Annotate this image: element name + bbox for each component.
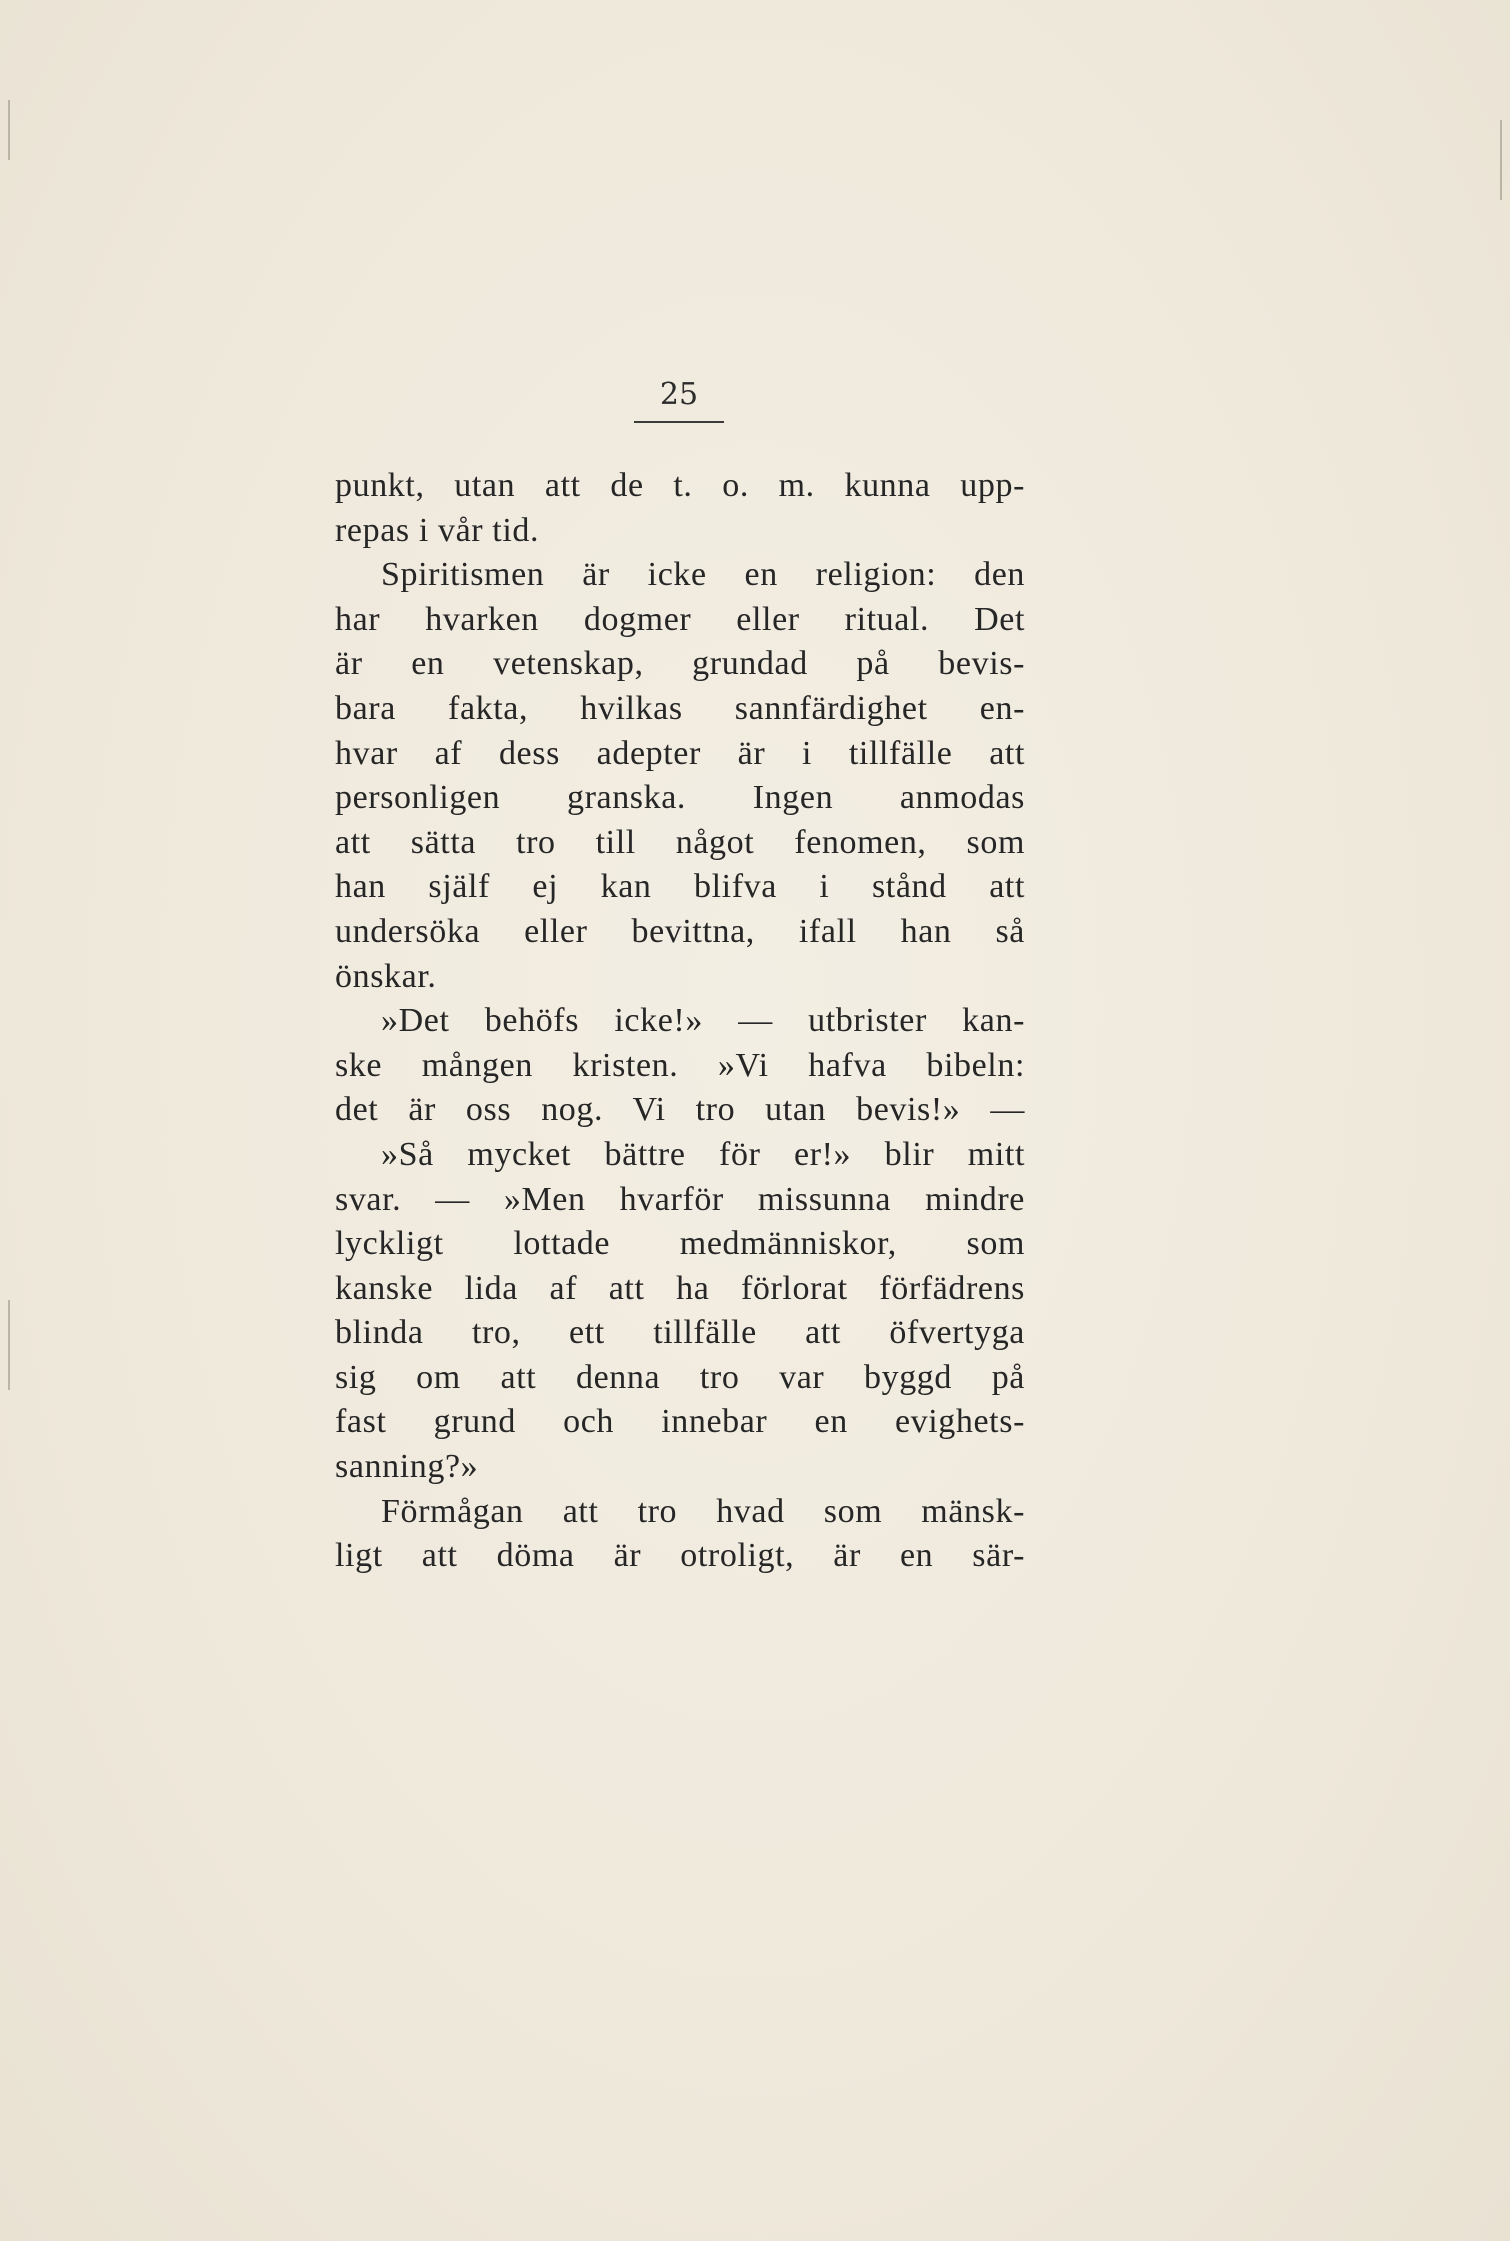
text-line: punkt, utan att de t. o. m. kunna upp- (335, 467, 1025, 504)
text-line: blinda tro, ett tillfälle att öfvertyga (335, 1314, 1025, 1352)
text-line: det är oss nog. Vi tro utan bevis!» — (335, 1091, 1025, 1129)
text-line: sanning?» (335, 1448, 479, 1486)
text-line: önskar. (335, 957, 437, 995)
text-line: bara fakta, hvilkas sannfärdighet en- (335, 689, 1025, 727)
body-text (335, 464, 1025, 1579)
binding-edge-mark (8, 100, 10, 160)
text-line: undersöka eller bevittna, ifall han så (335, 912, 1025, 950)
page-number-rule (634, 421, 724, 423)
text-line: personligen granska. Ingen anmodas (335, 779, 1025, 817)
text-line: Spiritismen är icke en religion: den (381, 556, 1025, 594)
text-line: fast grund och innebar en evighets- (335, 1403, 1025, 1441)
binding-edge-mark (8, 1300, 10, 1390)
page-number: 25 (659, 377, 699, 412)
text-line: har hvarken dogmer eller ritual. Det (335, 600, 1025, 638)
text-line: Förmågan att tro hvad som mänsk- (381, 1492, 1025, 1530)
text-line: lyckligt lottade medmänniskor, som (335, 1225, 1025, 1263)
text-line: ske mången kristen. »Vi hafva bibeln: (335, 1046, 1025, 1084)
text-line: svar. — »Men hvarför missunna mindre (335, 1180, 1025, 1218)
text-line: är en vetenskap, grundad på bevis- (335, 645, 1025, 683)
page-edge-mark (1500, 120, 1502, 200)
text-line: kanske lida af att ha förlorat förfädrens (335, 1269, 1025, 1307)
text-line: »Det behöfs icke!» — utbrister kan- (381, 1002, 1025, 1040)
text-line: sig om att denna tro var byggd på (335, 1358, 1025, 1396)
text-line: hvar af dess adepter är i tillfälle att (335, 734, 1025, 772)
text-line: repas i vår tid. (335, 511, 540, 549)
text-line: han själf ej kan blifva i stånd att (335, 868, 1025, 906)
text-line: ligt att döma är otroligt, är en sär- (335, 1537, 1025, 1575)
text-line: att sätta tro till något fenomen, som (335, 823, 1025, 861)
text-line: »Så mycket bättre för er!» blir mitt (381, 1135, 1025, 1173)
